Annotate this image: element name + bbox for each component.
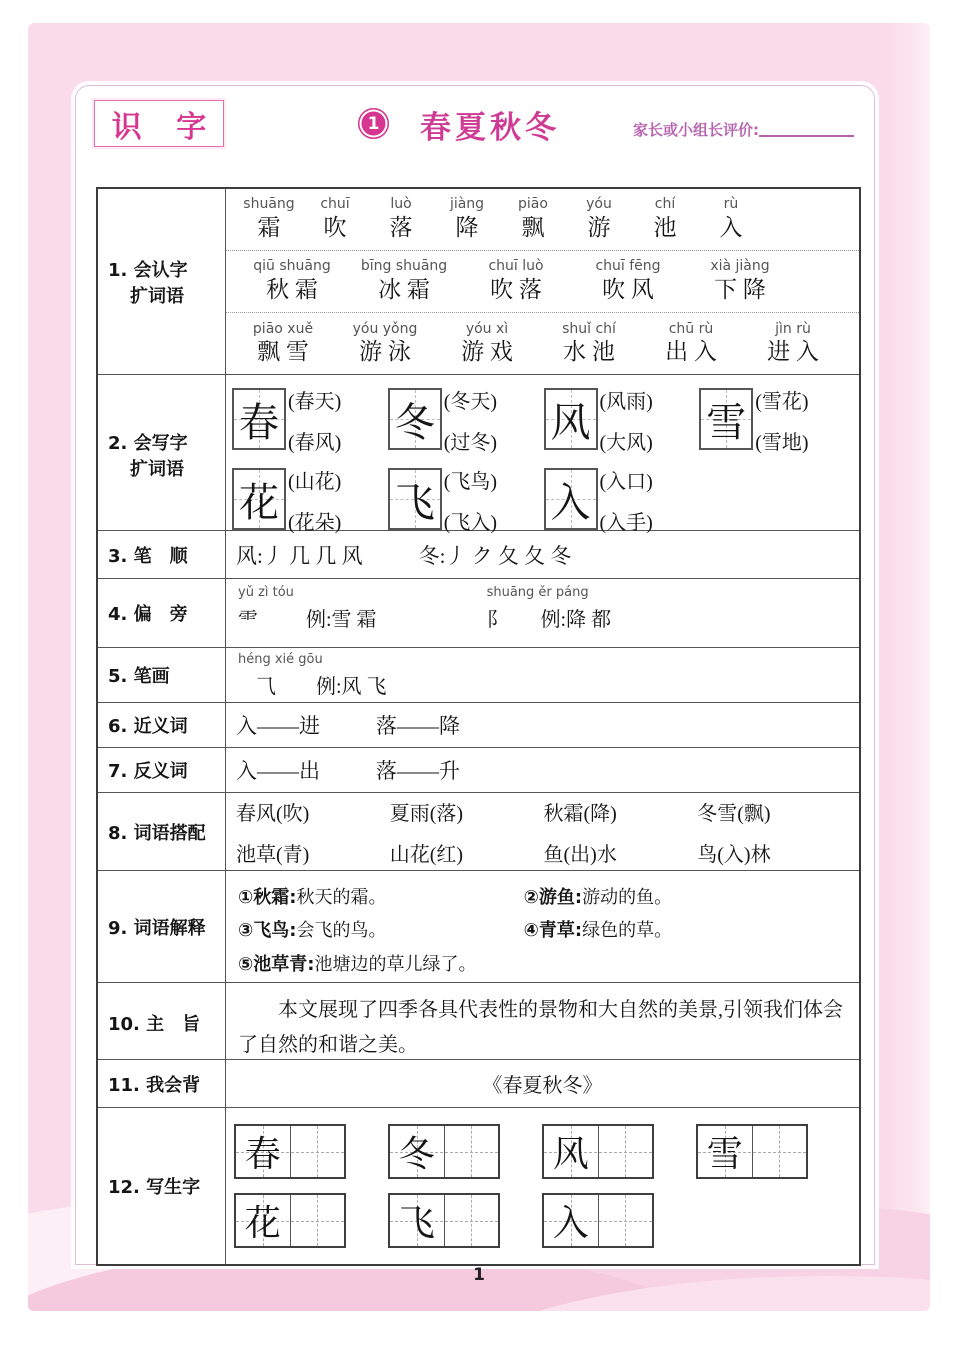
character: 霜 [257,214,281,240]
vocab-item [302,196,368,243]
pinyin: xià jiàng [710,258,770,275]
vocab-item [460,258,572,305]
character: 池 [653,214,677,240]
writing-cell-empty [753,1126,807,1177]
definition-item [524,914,859,947]
collocation: 冬雪(飘) [697,802,771,825]
writing-grid-row [234,1124,859,1179]
word: 水 池 [563,339,615,365]
vocab-item [338,321,432,368]
pinyin: chuī fēng [595,258,661,275]
write-char-group [699,385,855,455]
row-stroke [98,648,859,703]
character: 花 [239,479,279,525]
writing-cell-empty [291,1126,345,1177]
word: 吹 风 [602,276,654,302]
row-synonyms [98,703,859,748]
row-label-line1: 4. 偏 旁 [108,604,188,625]
pinyin-word-line [226,251,859,313]
character: 入 [550,479,591,525]
vocab-item [368,196,434,243]
row-label [98,748,226,792]
writing-cell-filled [544,1126,599,1177]
pinyin: piāo xuě [252,320,314,337]
character: 飘 [521,214,545,240]
row-content [226,748,859,792]
radical-item [487,585,612,632]
row-collocations [98,793,859,871]
word: 吹 落 [490,276,542,302]
expanded-words [444,385,497,455]
write-char-grid [226,375,859,535]
writing-grid-box [234,1193,346,1248]
vocab-item [236,258,348,305]
expanded-word: (入手) [599,512,653,534]
character: 风 [550,399,591,445]
word: 下 降 [714,276,766,302]
row-content [226,1060,859,1107]
definition-term: ⑤池草青: [238,953,315,975]
evaluation-blank-line [759,135,854,137]
row-label [98,531,226,578]
row-content [226,703,859,747]
word: 游 戏 [461,339,513,365]
character: 雪 [706,1134,743,1174]
character: 风 [552,1134,589,1174]
expanded-word: (风雨) [599,391,653,413]
vocab-item [644,321,738,368]
row-label-line1: 12. 写生字 [108,1177,201,1198]
character: 春 [239,399,279,445]
word: 进 入 [767,339,819,365]
row-definitions [98,871,859,983]
row-recite [98,1060,859,1108]
antonym-pair: 落——升 [376,759,460,783]
vocab-item [434,196,500,243]
row-writing-practice [98,1108,859,1264]
book-page [28,23,930,1311]
pinyin: jìn rù [775,320,811,337]
radical-pinyin: yǔ zì tóu [238,585,294,600]
definition-list [226,871,859,981]
vocab-item [236,196,302,243]
row-content [226,871,859,982]
collocation: 池草(青) [236,843,310,866]
expanded-word: (飞入) [443,512,498,534]
radical-list [226,579,859,632]
vocab-item [746,321,840,368]
writing-cell-empty [599,1195,653,1246]
synonym-pair: 入——进 [236,714,320,738]
vocab-item [572,258,684,305]
row-label-line1: 1. 会认字 [108,260,188,281]
writing-cell-filled [236,1126,291,1177]
word: 飘 雪 [257,339,309,365]
writing-cell-filled [236,1195,291,1246]
vocab-item [566,196,632,243]
synonym-pairs [226,703,859,747]
recite-title: 《春夏秋冬》 [482,1075,603,1097]
row-label-line1: 2. 会写字 [108,433,188,454]
collocation: 夏雨(落) [389,802,464,825]
section-tag: 识 字 [94,100,224,147]
writing-cell-empty [291,1195,345,1246]
row-content [226,983,859,1063]
char-grid-box [232,468,286,530]
pinyin: yóu yǒng [352,320,418,337]
writing-grid-box [388,1124,500,1179]
writing-cell-filled [390,1126,445,1177]
stroke-glyph: ⺄ [256,676,276,698]
vocab-item [684,258,796,305]
row-label [98,871,226,982]
expanded-word: (入口) [599,471,653,493]
definition-term: ②游鱼: [523,887,583,908]
expanded-word: (春风) [288,432,342,454]
character: 飞 [394,479,435,525]
row-stroke-order [98,531,859,579]
writing-grid-box [696,1124,808,1179]
radical-pinyin: shuāng ěr páng [486,585,589,600]
char-grid-box [232,388,286,450]
row-label-line2: 扩词语 [130,286,184,307]
row-content [226,375,859,535]
worksheet-table [96,187,861,1266]
radical-examples: 例:雪 霜 [306,609,377,631]
row-label-line1: 11. 我会背 [108,1074,201,1096]
collocation: 鱼(出)水 [543,843,617,866]
row-label-line1: 10. 主 旨 [108,1014,201,1035]
expanded-words [288,465,341,535]
expanded-word: (过冬) [443,432,498,454]
character: 冬 [394,399,435,445]
row-antonyms [98,748,859,793]
row-content [226,189,859,375]
writing-grid-box [542,1193,654,1248]
character: 花 [244,1203,281,1243]
row-content [226,793,859,870]
worksheet-card [75,85,875,1265]
row-recognize-characters [98,189,859,375]
pinyin: yóu xì [465,320,509,337]
main-idea-text: 本文展现了四季各具代表性的景物和大自然的美景,引领我们体会了自然的和谐之美。 [238,999,843,1056]
vocab-item [500,196,566,243]
character: 飞 [398,1203,435,1243]
writing-cell-empty [445,1126,499,1177]
collocation: 秋霜(降) [543,802,617,825]
character: 雪 [706,399,747,445]
expanded-word: (花朵) [288,512,342,534]
row-content [226,579,859,647]
pinyin: bīng shuāng [360,258,448,275]
char-grid-box [699,388,753,450]
pinyin: yóu [586,196,612,213]
stroke-order-item: 风:丿 几 几 风 [236,543,363,568]
antonym-pairs [226,748,859,792]
character: 入 [552,1203,589,1243]
definition-text: 秋天的霜。 [296,887,387,907]
word: 出 入 [665,339,717,365]
expanded-word: (飞鸟) [443,471,498,493]
row-label-line1: 8. 词语搭配 [108,822,206,844]
radical-glyph: ⻗ [238,609,258,631]
expanded-word: (冬天) [443,391,498,413]
write-char-group [544,465,700,535]
row-label-line1: 9. 词语解释 [108,917,206,939]
row-label-line1: 6. 近义词 [108,716,188,737]
collocation-lines [226,793,859,870]
stroke-examples: 例:风 飞 [316,676,387,698]
pinyin: chí [654,196,676,213]
character: 入 [719,214,743,240]
writing-grid-row [234,1193,859,1248]
write-char-group [232,385,388,455]
writing-grid-box [542,1124,654,1179]
vocab-item [632,196,698,243]
definition-text: 游动的鱼。 [582,887,673,907]
collocation-line [236,797,851,826]
writing-grid-box [388,1193,500,1248]
row-label-line1: 3. 笔 顺 [108,545,188,567]
character: 降 [455,214,479,240]
row-content [226,648,859,702]
pinyin-character-line [226,189,859,251]
expanded-word: (大风) [599,432,653,454]
radical-examples: 例:降 都 [540,609,612,631]
expanded-word: (春天) [288,391,342,413]
row-label [98,375,226,535]
write-char-group [232,465,388,535]
definition-item [524,881,859,914]
evaluation-label-text: 家长或小组长评价: [633,121,759,139]
row-label [98,648,226,702]
pinyin: shuǐ chí [562,320,616,337]
row-label [98,703,226,747]
collocation: 鸟(入)林 [697,843,771,866]
vocab-item [440,321,534,368]
row-label [98,1060,226,1107]
page-number: 1 [473,1265,485,1285]
char-grid-box [544,388,598,450]
writing-cell-filled [390,1195,445,1246]
vocab-item [698,196,764,243]
lesson-number-badge: 1 [358,108,389,139]
expanded-words [288,385,341,455]
word: 秋 霜 [266,276,318,302]
word: 冰 霜 [378,276,430,302]
collocation-line [236,838,851,867]
write-char-group [388,385,544,455]
collocation: 春风(吹) [236,802,310,825]
lesson-title: 春夏秋冬 [420,110,560,145]
definition-term: ③飞鸟: [238,920,297,942]
write-char-group [388,465,544,535]
radical-item [238,585,377,632]
row-label-line1: 5. 笔画 [108,666,170,687]
char-grid-box [388,388,442,450]
definition-term: ①秋霜: [238,887,297,908]
expanded-word: (山花) [288,471,342,493]
definition-item [238,914,524,947]
char-grid-box [388,468,442,530]
expanded-words [600,385,653,455]
pinyin: chuī [320,196,350,213]
expanded-word: (雪花) [755,391,809,413]
pinyin: jiàng [449,196,485,213]
vocab-item [348,258,460,305]
definition-term: ④青草: [523,920,583,942]
writing-grid-rows [226,1108,859,1248]
row-content [226,1108,859,1264]
row-content [226,531,859,578]
expanded-word: (雪地) [755,432,809,454]
row-radicals [98,579,859,648]
row-main-idea [98,983,859,1060]
writing-cell-filled [698,1126,753,1177]
row-label [98,579,226,647]
row-label [98,983,226,1063]
writing-cell-filled [544,1195,599,1246]
pinyin: chuī luò [488,258,544,275]
definition-text: 池塘边的草儿绿了。 [314,953,477,974]
char-grid-box [544,468,598,530]
writing-cell-empty [599,1126,653,1177]
definition-text: 会飞的鸟。 [296,920,387,941]
character: 吹 [323,214,347,240]
writing-cell-empty [445,1195,499,1246]
vocab-item [542,321,636,368]
definition-item [238,948,859,981]
character: 春 [244,1134,281,1174]
word: 游 泳 [359,339,411,365]
row-label-line2: 扩词语 [130,459,184,480]
pinyin-word-line [226,313,859,375]
row-label [98,793,226,870]
pinyin: luò [390,196,412,213]
pinyin: shuāng [243,196,295,213]
pinyin: rù [723,196,739,213]
expanded-words [600,465,653,535]
definition-text: 绿色的草。 [582,920,673,941]
row-write-characters [98,375,859,534]
definition-item [238,881,524,914]
row-label [98,1108,226,1264]
write-char-group [544,385,700,455]
character: 游 [587,214,611,240]
antonym-pair: 入——出 [236,759,320,783]
row-label-line1: 7. 反义词 [108,761,188,782]
expanded-words [755,385,808,455]
collocation: 山花(红) [389,843,464,866]
row-label [98,189,226,375]
pinyin: chū rù [668,320,714,337]
stroke-pinyin: héng xié gōu [238,652,323,667]
pinyin: qiū shuāng [253,258,331,275]
character: 冬 [398,1134,435,1174]
evaluation-label [633,119,854,140]
pinyin: piāo [518,196,548,213]
synonym-pair: 落——降 [376,714,460,738]
stroke-order-item: 冬:丿 ク 夂 夂 冬 [418,543,572,568]
stroke-entry [226,648,859,699]
expanded-words [444,465,497,535]
writing-grid-box [234,1124,346,1179]
radical-glyph: 阝 [486,609,507,631]
vocab-item [236,321,330,368]
stroke-order-list [226,531,859,578]
character: 落 [389,214,413,240]
